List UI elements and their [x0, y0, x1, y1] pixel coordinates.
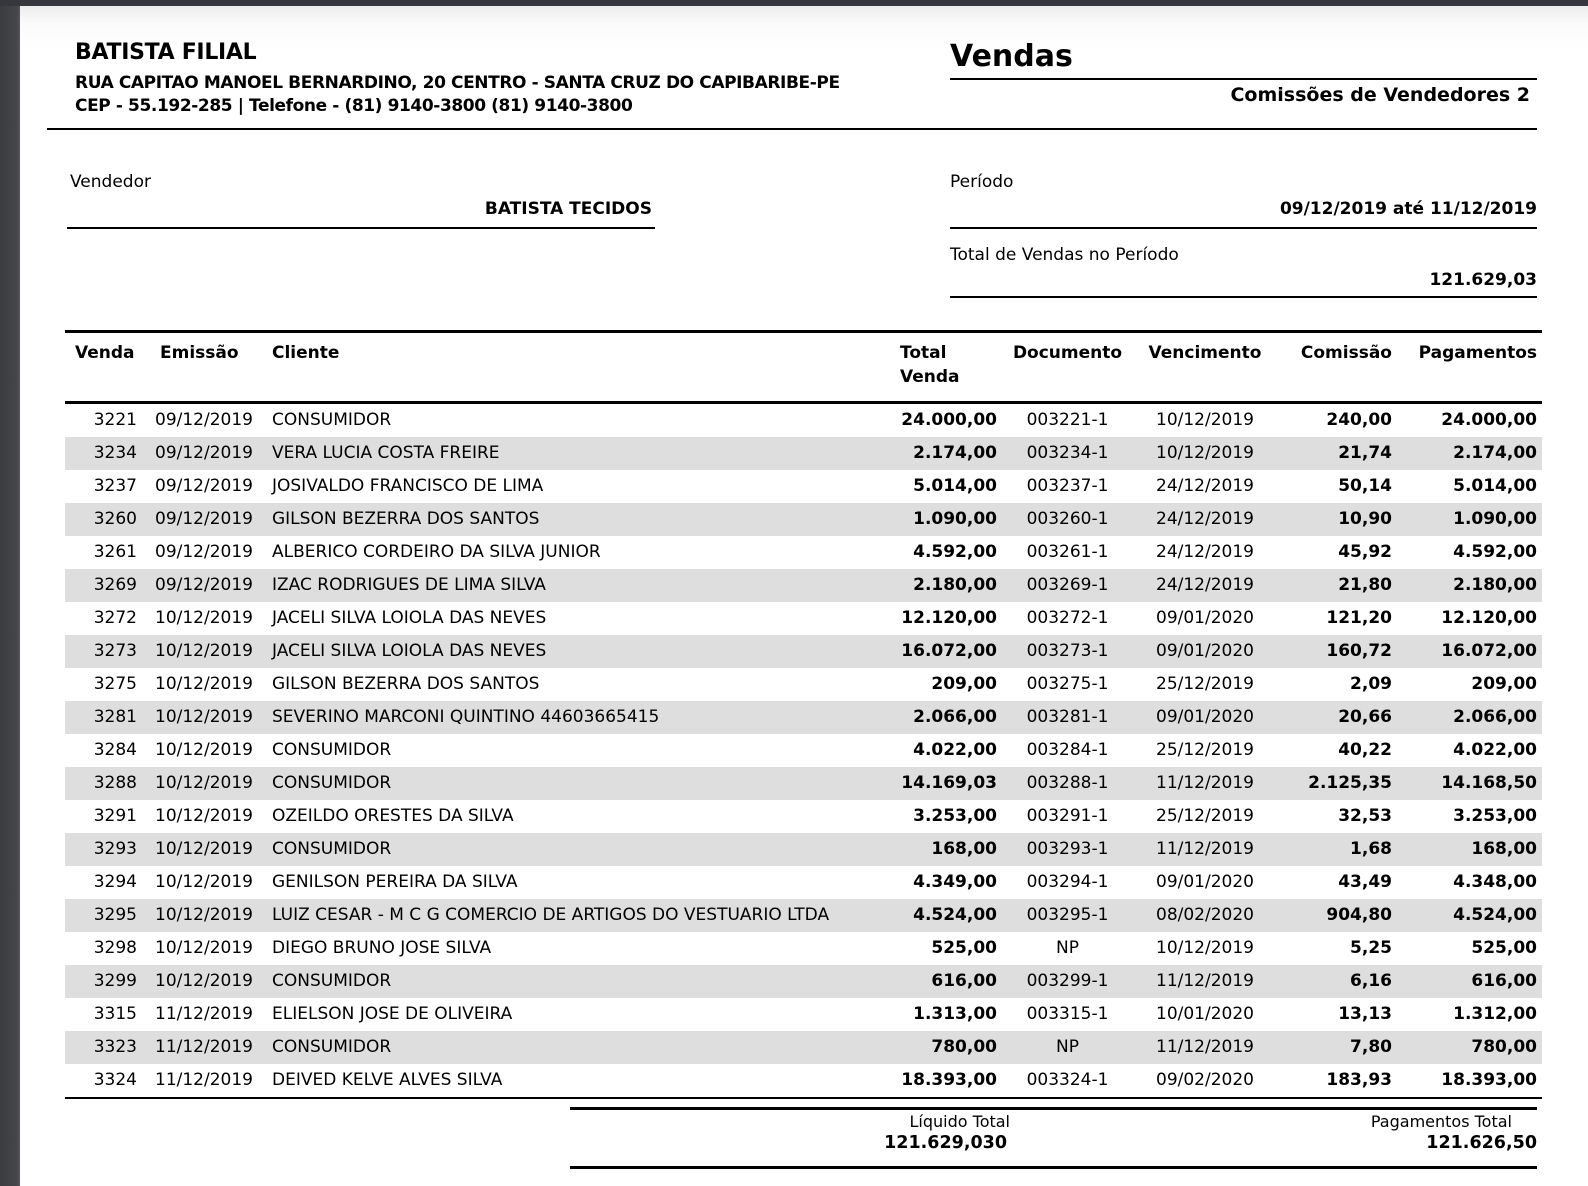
- cell-documento: 003315-1: [1026, 1004, 1109, 1024]
- vendedor-value: BATISTA TECIDOS: [484, 199, 652, 219]
- cell-pagamentos: 1.312,00: [1453, 1004, 1537, 1024]
- cell-cliente: JACELI SILVA LOIOLA DAS NEVES: [272, 608, 547, 628]
- sales-table-header: [65, 330, 1542, 404]
- cell-documento: 003261-1: [1026, 542, 1109, 562]
- cell-emissao: 10/12/2019: [155, 872, 253, 892]
- cell-total: 3.253,00: [913, 806, 997, 826]
- title-underline: [950, 78, 1537, 80]
- cell-documento: NP: [1056, 1037, 1079, 1057]
- cell-emissao: 09/12/2019: [155, 476, 253, 496]
- cell-documento: 003221-1: [1026, 410, 1109, 430]
- cell-documento: 003294-1: [1026, 872, 1109, 892]
- cell-pagamentos: 24.000,00: [1441, 410, 1537, 430]
- cell-comissao: 1,68: [1350, 839, 1392, 859]
- cell-total: 14.169,03: [901, 773, 997, 793]
- cell-comissao: 6,16: [1350, 971, 1392, 991]
- cell-total: 18.393,00: [901, 1070, 997, 1090]
- cell-venda: 3293: [93, 839, 137, 859]
- cell-vencimento: 11/12/2019: [1156, 839, 1254, 859]
- cell-pagamentos: 4.524,00: [1453, 905, 1537, 925]
- table-row: [65, 470, 1542, 503]
- cell-emissao: 11/12/2019: [155, 1037, 253, 1057]
- cell-comissao: 240,00: [1326, 410, 1392, 430]
- cell-vencimento: 09/02/2020: [1156, 1070, 1254, 1090]
- cell-vencimento: 11/12/2019: [1156, 773, 1254, 793]
- cell-venda: 3261: [93, 542, 137, 562]
- cell-comissao: 13,13: [1338, 1004, 1392, 1024]
- header-divider: [47, 128, 1537, 130]
- cell-comissao: 10,90: [1338, 509, 1392, 529]
- cell-vencimento: 10/01/2020: [1156, 1004, 1254, 1024]
- cell-total: 168,00: [931, 839, 997, 859]
- cell-documento: NP: [1056, 938, 1079, 958]
- cell-pagamentos: 780,00: [1471, 1037, 1537, 1057]
- cell-comissao: 21,80: [1338, 575, 1392, 595]
- cell-emissao: 10/12/2019: [155, 641, 253, 661]
- cell-cliente: JACELI SILVA LOIOLA DAS NEVES: [272, 641, 547, 661]
- cell-documento: 003237-1: [1026, 476, 1109, 496]
- cell-documento: 003295-1: [1026, 905, 1109, 925]
- header-comissao: Comissão: [1300, 343, 1392, 363]
- cell-documento: 003273-1: [1026, 641, 1109, 661]
- cell-vencimento: 10/12/2019: [1156, 443, 1254, 463]
- cell-documento: 003299-1: [1026, 971, 1109, 991]
- cell-emissao: 10/12/2019: [155, 674, 253, 694]
- cell-total: 4.592,00: [913, 542, 997, 562]
- report-subtitle: Comissões de Vendedores 2: [1230, 84, 1530, 106]
- cell-venda: 3281: [93, 707, 137, 727]
- cell-pagamentos: 4.592,00: [1453, 542, 1537, 562]
- cell-documento: 003324-1: [1026, 1070, 1109, 1090]
- cell-vencimento: 09/01/2020: [1156, 641, 1254, 661]
- cell-pagamentos: 1.090,00: [1453, 509, 1537, 529]
- cell-total: 4.349,00: [913, 872, 997, 892]
- cell-comissao: 2,09: [1350, 674, 1392, 694]
- cell-venda: 3272: [93, 608, 137, 628]
- company-address-line1: RUA CAPITAO MANOEL BERNARDINO, 20 CENTRO - SANTA CRUZ DO CAPIBARIBE-PE: [75, 73, 840, 93]
- table-row: [65, 536, 1542, 569]
- cell-vencimento: 24/12/2019: [1156, 476, 1254, 496]
- periodo-value: 09/12/2019 até 11/12/2019: [1279, 199, 1537, 219]
- cell-comissao: 2.125,35: [1308, 773, 1392, 793]
- cell-total: 4.022,00: [913, 740, 997, 760]
- cell-documento: 003234-1: [1026, 443, 1109, 463]
- cell-pagamentos: 525,00: [1471, 938, 1537, 958]
- cell-total: 12.120,00: [901, 608, 997, 628]
- cell-cliente: IZAC RODRIGUES DE LIMA SILVA: [272, 575, 546, 595]
- cell-total: 209,00: [931, 674, 997, 694]
- cell-vencimento: 09/01/2020: [1156, 707, 1254, 727]
- cell-comissao: 183,93: [1326, 1070, 1392, 1090]
- cell-cliente: CONSUMIDOR: [272, 1037, 392, 1057]
- cell-total: 2.174,00: [913, 443, 997, 463]
- cell-documento: 003293-1: [1026, 839, 1109, 859]
- cell-pagamentos: 4.348,00: [1453, 872, 1537, 892]
- cell-emissao: 10/12/2019: [155, 839, 253, 859]
- cell-cliente: DIEGO BRUNO JOSE SILVA: [272, 938, 492, 958]
- report-page: [20, 6, 1588, 1186]
- cell-documento: 003291-1: [1026, 806, 1109, 826]
- cell-documento: 003281-1: [1026, 707, 1109, 727]
- cell-venda: 3291: [93, 806, 137, 826]
- cell-emissao: 10/12/2019: [155, 773, 253, 793]
- cell-total: 16.072,00: [901, 641, 997, 661]
- cell-documento: 003269-1: [1026, 575, 1109, 595]
- cell-emissao: 10/12/2019: [155, 905, 253, 925]
- cell-emissao: 09/12/2019: [155, 542, 253, 562]
- header-venda: Venda: [75, 343, 135, 363]
- cell-pagamentos: 3.253,00: [1453, 806, 1537, 826]
- sales-table-body: [65, 404, 1542, 1099]
- cell-emissao: 09/12/2019: [155, 575, 253, 595]
- table-row: [65, 404, 1542, 437]
- table-row: [65, 635, 1542, 668]
- cell-comissao: 7,80: [1350, 1037, 1392, 1057]
- cell-vencimento: 10/12/2019: [1156, 938, 1254, 958]
- cell-venda: 3273: [93, 641, 137, 661]
- liquido-total-value: 121.629,030: [884, 1133, 1007, 1153]
- cell-documento: 003288-1: [1026, 773, 1109, 793]
- cell-comissao: 5,25: [1350, 938, 1392, 958]
- table-row: [65, 668, 1542, 701]
- cell-venda: 3295: [93, 905, 137, 925]
- cell-comissao: 21,74: [1338, 443, 1392, 463]
- cell-vencimento: 08/02/2020: [1156, 905, 1254, 925]
- cell-total: 2.066,00: [913, 707, 997, 727]
- cell-cliente: GILSON BEZERRA DOS SANTOS: [272, 674, 540, 694]
- table-row: [65, 1031, 1542, 1064]
- cell-vencimento: 25/12/2019: [1156, 806, 1254, 826]
- cell-documento: 003284-1: [1026, 740, 1109, 760]
- cell-vencimento: 09/01/2020: [1156, 872, 1254, 892]
- cell-cliente: GILSON BEZERRA DOS SANTOS: [272, 509, 540, 529]
- cell-total: 616,00: [931, 971, 997, 991]
- table-row: [65, 602, 1542, 635]
- cell-pagamentos: 4.022,00: [1453, 740, 1537, 760]
- cell-venda: 3221: [93, 410, 137, 430]
- cell-emissao: 10/12/2019: [155, 608, 253, 628]
- cell-comissao: 45,92: [1338, 542, 1392, 562]
- liquido-total-label: Líquido Total: [909, 1112, 1010, 1131]
- cell-emissao: 09/12/2019: [155, 509, 253, 529]
- cell-emissao: 11/12/2019: [155, 1004, 253, 1024]
- cell-venda: 3288: [93, 773, 137, 793]
- cell-cliente: CONSUMIDOR: [272, 971, 392, 991]
- cell-emissao: 10/12/2019: [155, 971, 253, 991]
- header-vencimento: Vencimento: [1148, 343, 1262, 363]
- table-row: [65, 767, 1542, 800]
- table-row: [65, 932, 1542, 965]
- cell-documento: 003272-1: [1026, 608, 1109, 628]
- cell-documento: 003275-1: [1026, 674, 1109, 694]
- cell-pagamentos: 2.066,00: [1453, 707, 1537, 727]
- cell-comissao: 904,80: [1326, 905, 1392, 925]
- total-vendas-value: 121.629,03: [1429, 270, 1537, 290]
- cell-emissao: 10/12/2019: [155, 938, 253, 958]
- cell-documento: 003260-1: [1026, 509, 1109, 529]
- cell-vencimento: 24/12/2019: [1156, 575, 1254, 595]
- cell-cliente: CONSUMIDOR: [272, 839, 392, 859]
- cell-cliente: CONSUMIDOR: [272, 410, 392, 430]
- cell-venda: 3298: [93, 938, 137, 958]
- cell-cliente: DEIVED KELVE ALVES SILVA: [272, 1070, 503, 1090]
- cell-venda: 3299: [93, 971, 137, 991]
- table-row: [65, 998, 1542, 1031]
- cell-vencimento: 25/12/2019: [1156, 674, 1254, 694]
- cell-total: 5.014,00: [913, 476, 997, 496]
- table-row: [65, 833, 1542, 866]
- company-address-line2: CEP - 55.192-285 | Telefone - (81) 9140-3800 (81) 9140-3800: [75, 96, 633, 116]
- cell-venda: 3275: [93, 674, 137, 694]
- cell-emissao: 10/12/2019: [155, 707, 253, 727]
- pagamentos-total-label: Pagamentos Total: [1370, 1112, 1512, 1131]
- cell-emissao: 09/12/2019: [155, 443, 253, 463]
- cell-comissao: 160,72: [1326, 641, 1392, 661]
- cell-vencimento: 10/12/2019: [1156, 410, 1254, 430]
- cell-vencimento: 11/12/2019: [1156, 971, 1254, 991]
- cell-venda: 3237: [93, 476, 137, 496]
- cell-comissao: 20,66: [1338, 707, 1392, 727]
- table-row: [65, 734, 1542, 767]
- header-emissao: Emissão: [160, 343, 239, 363]
- cell-venda: 3234: [93, 443, 137, 463]
- cell-venda: 3324: [93, 1070, 137, 1090]
- cell-total: 2.180,00: [913, 575, 997, 595]
- header-documento: Documento: [1012, 343, 1123, 363]
- sales-table: [65, 330, 1542, 1099]
- cell-cliente: VERA LUCIA COSTA FREIRE: [272, 443, 500, 463]
- cell-vencimento: 24/12/2019: [1156, 509, 1254, 529]
- cell-pagamentos: 12.120,00: [1441, 608, 1537, 628]
- cell-total: 24.000,00: [901, 410, 997, 430]
- cell-venda: 3260: [93, 509, 137, 529]
- cell-cliente: ELIELSON JOSE DE OLIVEIRA: [272, 1004, 513, 1024]
- cell-cliente: CONSUMIDOR: [272, 740, 392, 760]
- cell-pagamentos: 2.180,00: [1453, 575, 1537, 595]
- cell-cliente: ALBERICO CORDEIRO DA SILVA JUNIOR: [272, 542, 601, 562]
- cell-venda: 3269: [93, 575, 137, 595]
- cell-total: 1.313,00: [913, 1004, 997, 1024]
- table-row: [65, 1064, 1542, 1097]
- cell-comissao: 32,53: [1338, 806, 1392, 826]
- cell-cliente: GENILSON PEREIRA DA SILVA: [272, 872, 518, 892]
- table-row: [65, 701, 1542, 734]
- cell-cliente: JOSIVALDO FRANCISCO DE LIMA: [272, 476, 544, 496]
- table-row: [65, 569, 1542, 602]
- cell-emissao: 10/12/2019: [155, 740, 253, 760]
- cell-pagamentos: 16.072,00: [1441, 641, 1537, 661]
- cell-total: 780,00: [931, 1037, 997, 1057]
- report-title: Vendas: [950, 39, 1073, 74]
- cell-pagamentos: 616,00: [1471, 971, 1537, 991]
- table-row: [65, 800, 1542, 833]
- cell-cliente: OZEILDO ORESTES DA SILVA: [272, 806, 514, 826]
- cell-total: 1.090,00: [913, 509, 997, 529]
- cell-venda: 3284: [93, 740, 137, 760]
- cell-cliente: CONSUMIDOR: [272, 773, 392, 793]
- cell-pagamentos: 209,00: [1471, 674, 1537, 694]
- cell-total: 4.524,00: [913, 905, 997, 925]
- cell-vencimento: 09/01/2020: [1156, 608, 1254, 628]
- table-row: [65, 899, 1542, 932]
- periodo-label: Período: [950, 172, 1014, 192]
- footer-bottom-rule: [570, 1166, 1537, 1169]
- cell-comissao: 50,14: [1338, 476, 1392, 496]
- cell-venda: 3294: [93, 872, 137, 892]
- cell-comissao: 121,20: [1326, 608, 1392, 628]
- cell-vencimento: 24/12/2019: [1156, 542, 1254, 562]
- total-vendas-label: Total de Vendas no Período: [950, 245, 1179, 265]
- cell-pagamentos: 14.168,50: [1441, 773, 1537, 793]
- header-pagamentos: Pagamentos: [1418, 343, 1537, 363]
- cell-vencimento: 11/12/2019: [1156, 1037, 1254, 1057]
- cell-cliente: SEVERINO MARCONI QUINTINO 44603665415: [272, 707, 660, 727]
- header-total-venda: Total Venda: [900, 343, 960, 387]
- cell-venda: 3315: [93, 1004, 137, 1024]
- vendedor-label: Vendedor: [70, 172, 151, 192]
- cell-comissao: 43,49: [1338, 872, 1392, 892]
- cell-vencimento: 25/12/2019: [1156, 740, 1254, 760]
- table-row: [65, 965, 1542, 998]
- cell-total: 525,00: [931, 938, 997, 958]
- cell-cliente: LUIZ CESAR - M C G COMERCIO DE ARTIGOS DO VESTUARIO LTDA: [272, 905, 830, 925]
- table-row: [65, 437, 1542, 470]
- cell-pagamentos: 168,00: [1471, 839, 1537, 859]
- cell-emissao: 10/12/2019: [155, 806, 253, 826]
- table-row: [65, 503, 1542, 536]
- cell-emissao: 09/12/2019: [155, 410, 253, 430]
- cell-emissao: 11/12/2019: [155, 1070, 253, 1090]
- cell-venda: 3323: [93, 1037, 137, 1057]
- footer-top-rule: [570, 1107, 1537, 1110]
- cell-comissao: 40,22: [1338, 740, 1392, 760]
- periodo-underline: [950, 227, 1537, 229]
- total-vendas-underline: [950, 296, 1537, 298]
- table-row: [65, 866, 1542, 899]
- company-name: BATISTA FILIAL: [75, 40, 257, 65]
- vendedor-underline: [67, 227, 655, 229]
- header-cliente: Cliente: [272, 343, 340, 363]
- cell-pagamentos: 2.174,00: [1453, 443, 1537, 463]
- viewer-left-edge: [0, 6, 20, 1186]
- pagamentos-total-value: 121.626,50: [1426, 1133, 1537, 1153]
- cell-pagamentos: 5.014,00: [1453, 476, 1537, 496]
- cell-pagamentos: 18.393,00: [1441, 1070, 1537, 1090]
